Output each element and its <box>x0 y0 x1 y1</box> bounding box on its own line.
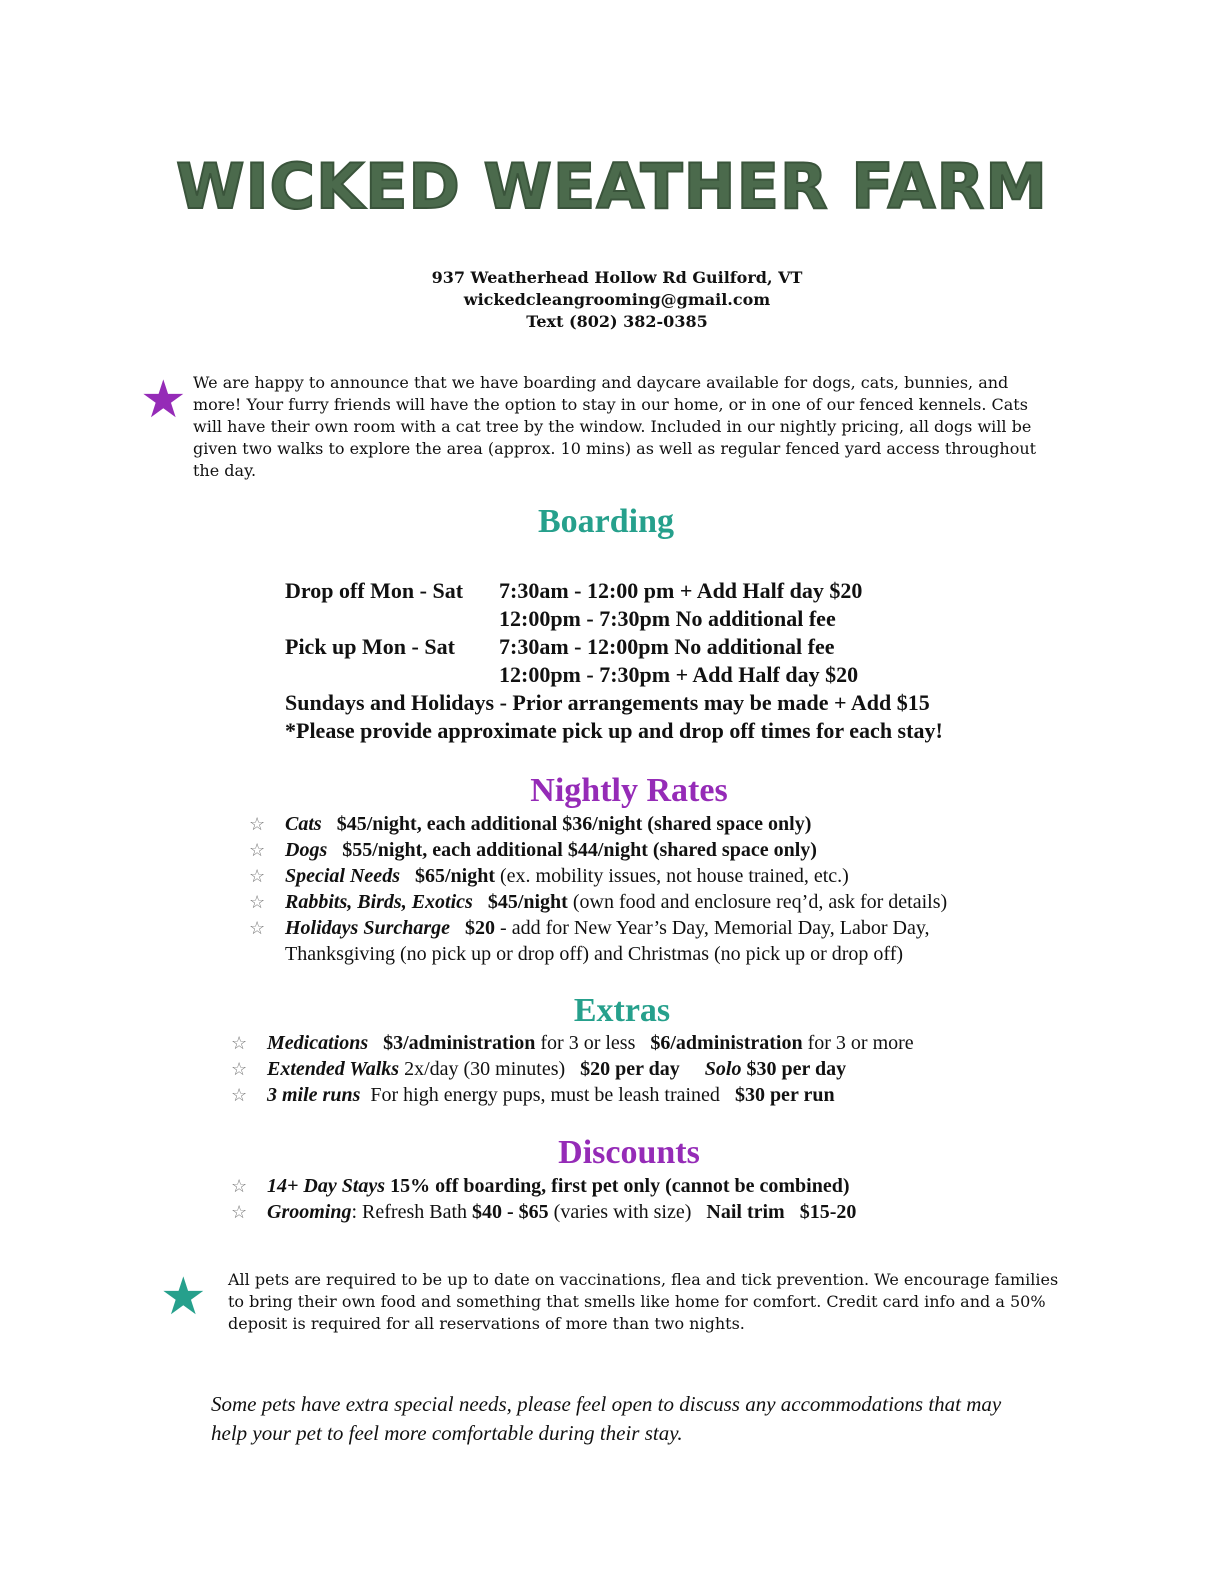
list-item: ☆ Holidays Surcharge $20 - add for New Year’s Day, Memorial Day, Labor Day, <box>249 917 930 939</box>
list-item: ☆ Cats $45/night, each additional $36/night (shared space only) <box>249 813 812 835</box>
star-icon: ★ <box>160 1267 207 1327</box>
outline-star-icon: ☆ <box>231 1202 248 1222</box>
outline-star-icon: ☆ <box>249 840 266 860</box>
email-link[interactable]: wickedcleangrooming@gmail.com <box>463 290 771 309</box>
dropoff-time-1: 7:30am - 12:00 pm + Add Half day $20 <box>499 578 863 603</box>
address: 937 Weatherhead Hollow Rd Guilford, VT <box>431 268 803 287</box>
list-item: ☆ Extended Walks 2x/day (30 minutes) $20 per day Solo $30 per day <box>231 1058 847 1080</box>
dropoff-time-2: 12:00pm - 7:30pm No additional fee <box>499 606 836 631</box>
outline-star-icon: ☆ <box>249 892 266 912</box>
pickup-time-2: 12:00pm - 7:30pm + Add Half day $20 <box>499 662 859 687</box>
list-item: ☆ Rabbits, Birds, Exotics $45/night (own food and enclosure req’d, ask for details) <box>249 891 948 913</box>
outline-star-icon: ☆ <box>231 1085 248 1105</box>
outline-star-icon: ☆ <box>249 918 266 938</box>
intro-paragraph: We are happy to announce that we have boarding and daycare available for dogs, cats, bunnies, and more! Your furry friends will have the option to stay in our home, or in one of our fenced kennels. Cats will have their own room with a cat tree by the window. Included in our nightly pricing, all dogs will be given two walks to explore the area (approx. 10 mins) as well as regular fenced yard access throughout the day. <box>193 373 1037 480</box>
outline-star-icon: ☆ <box>231 1059 248 1079</box>
page-title: WICKED WEATHER FARM <box>176 150 1048 223</box>
sundays-holidays: Sundays and Holidays - Prior arrangements may be made + Add $15 <box>285 690 930 715</box>
pickup-time-1: 7:30am - 12:00pm No additional fee <box>499 634 835 659</box>
outline-star-icon: ☆ <box>249 866 266 886</box>
list-item: ☆ Grooming: Refresh Bath $40 - $65 (varies with size) Nail trim $15-20 <box>231 1201 857 1223</box>
extras-list <box>231 1030 914 1108</box>
closing-note: Some pets have extra special needs, please feel open to discuss any accommodations that may help your pet to feel more comfortable during their stay. <box>211 1392 1002 1445</box>
extras-heading: Extras <box>573 992 671 1029</box>
outline-star-icon: ☆ <box>231 1176 248 1196</box>
outline-star-icon: ☆ <box>231 1033 248 1053</box>
dropoff-label: Drop off Mon - Sat <box>285 578 464 603</box>
nightly-heading: Nightly Rates <box>530 772 728 809</box>
list-item: ☆ 14+ Day Stays 15% off boarding, first pet only (cannot be combined) <box>231 1175 850 1197</box>
boarding-note: *Please provide approximate pick up and drop off times for each stay! <box>285 718 943 743</box>
requirements-paragraph: All pets are required to be up to date on vaccinations, flea and tick prevention. We encourage families to bring their own food and something that smells like home for comfort. Credit card info and a 50% deposit is required for all reservations of more than two nights. <box>228 1270 1059 1333</box>
discounts-heading: Discounts <box>558 1134 700 1171</box>
discounts-list <box>231 1173 857 1225</box>
star-icon: ★ <box>140 370 187 430</box>
pickup-label: Pick up Mon - Sat <box>285 634 455 659</box>
list-item: ☆ Medications $3/administration for 3 or less $6/administration for 3 or more <box>231 1032 914 1054</box>
outline-star-icon: ☆ <box>249 814 266 834</box>
list-item: ☆ Dogs $55/night, each additional $44/night (shared space only) <box>249 839 817 861</box>
phone: Text (802) 382-0385 <box>526 312 708 331</box>
boarding-heading: Boarding <box>537 503 675 540</box>
nightly-list <box>249 811 948 967</box>
list-item-continuation: Thanksgiving (no pick up or drop off) and Christmas (no pick up or drop off) <box>285 943 904 965</box>
list-item: ☆ Special Needs $65/night (ex. mobility issues, not house trained, etc.) <box>249 865 849 887</box>
list-item: ☆ 3 mile runs For high energy pups, must be leash trained $30 per run <box>231 1084 835 1106</box>
